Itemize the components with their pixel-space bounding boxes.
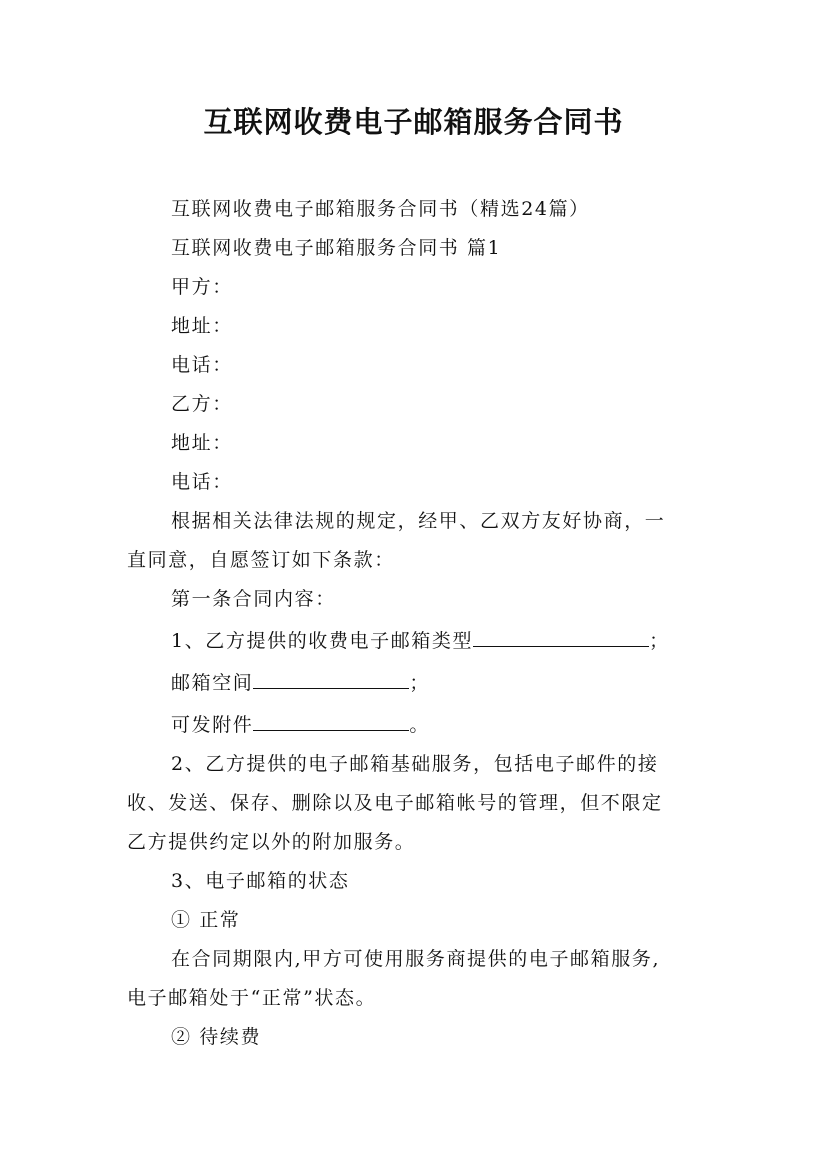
status-normal-desc-line-1: 在合同期限内,甲方可使用服务商提供的电子邮箱服务,: [171, 948, 661, 970]
mailbox-type-end: ；: [649, 630, 670, 652]
party-a-label: 甲方：: [171, 276, 233, 298]
status-pending-renewal-heading: ② 待续费: [171, 1026, 262, 1048]
attachment-blank: [253, 703, 409, 731]
attachment-end: 。: [409, 714, 431, 736]
document-title: 互联网收费电子邮箱服务合同书: [203, 105, 624, 139]
basic-service-line-1: 2、乙方提供的电子邮箱基础服务，包括电子邮件的接: [171, 753, 659, 775]
party-b-label: 乙方：: [171, 393, 233, 415]
chapter-heading: 互联网收费电子邮箱服务合同书 篇1: [171, 237, 502, 259]
status-normal-heading: ① 正常: [171, 909, 241, 931]
party-b-address-label: 地址：: [171, 432, 233, 454]
article-1-heading: 第一条合同内容：: [171, 588, 336, 610]
party-b-phone-label: 电话：: [171, 471, 233, 493]
document-body: [127, 190, 707, 1057]
basic-service-line-2: 收、发送、保存、删除以及电子邮箱帐号的管理，但不限定: [127, 792, 663, 814]
basic-service-line-3: 乙方提供约定以外的附加服务。: [127, 831, 416, 853]
mailbox-type-clause: [127, 619, 707, 661]
mailbox-space-clause: [127, 661, 707, 703]
mailbox-space-text: 邮箱空间: [171, 672, 254, 694]
subtitle-line: 互联网收费电子邮箱服务合同书（精选24篇）: [171, 198, 590, 220]
party-a-phone-label: 电话：: [171, 354, 233, 376]
mailbox-space-blank: [253, 661, 409, 689]
party-a-address-label: 地址：: [171, 315, 233, 337]
status-normal-desc-line-2: 电子邮箱处于“正常”状态。: [127, 987, 377, 1009]
mailbox-type-blank: [473, 619, 649, 647]
mailbox-status-heading: 3、电子邮箱的状态: [171, 870, 350, 892]
intro-paragraph-line-1: 根据相关法律法规的规定，经甲、乙双方友好协商，一: [171, 510, 666, 532]
mailbox-type-text: 1、乙方提供的收费电子邮箱类型: [171, 630, 474, 652]
attachment-text: 可发附件: [171, 714, 254, 736]
intro-paragraph-line-2: 直同意，自愿签订如下条款：: [127, 549, 395, 571]
attachment-clause: [127, 703, 707, 745]
mailbox-space-end: ；: [409, 672, 431, 694]
